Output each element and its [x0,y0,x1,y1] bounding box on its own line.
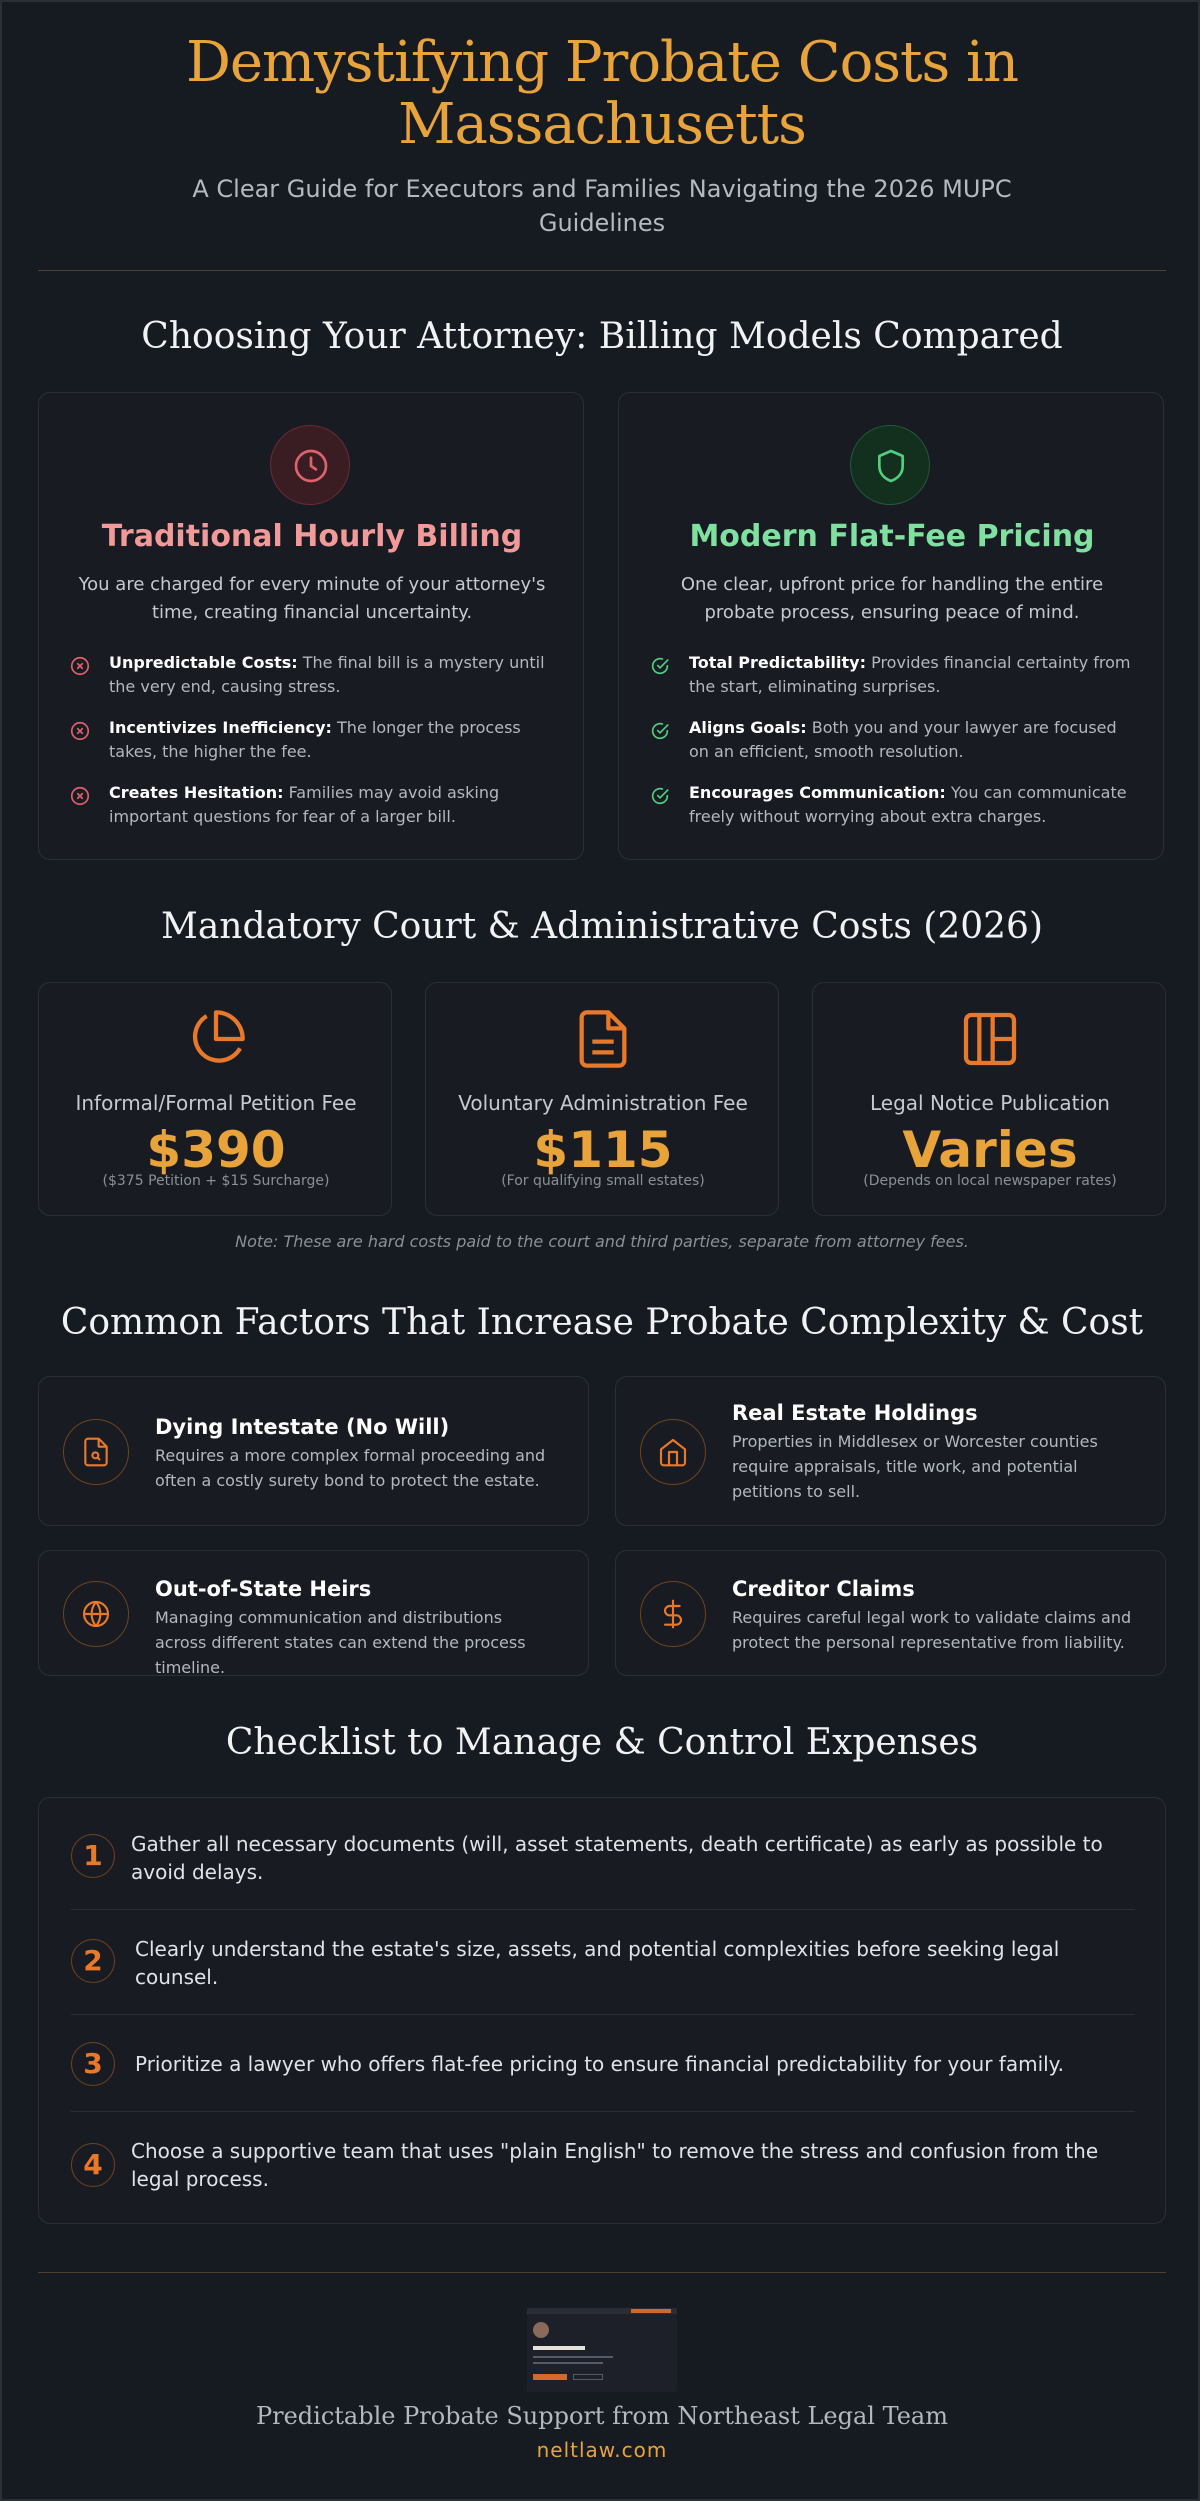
point-label: Encourages Communication: [689,783,946,802]
shield-icon [850,425,930,505]
factors-section-title: Common Factors That Increase Probate Complexity & Cost [60,1302,1144,1343]
point-label: Incentivizes Inefficiency: [109,718,332,737]
fee-amount: $115 [533,1121,673,1179]
point-text: The final bill is a mystery until the very end, causing stress. [109,653,545,696]
step-divider [71,1909,1135,1910]
checklist-step [71,1911,1135,2011]
checklist-card [38,1797,1166,2224]
document-icon [571,1007,635,1071]
hourly-title: Traditional Hourly Billing [101,519,523,554]
costs-note: Note: These are hard costs paid to the court and third parties, separate from attorney fees. [235,1232,969,1251]
factor-card-creditors [615,1550,1166,1676]
factor-card-heirs [38,1550,589,1676]
footer-divider [38,2272,1166,2273]
checklist-section-title: Checklist to Manage & Control Expenses [225,1722,979,1763]
point-text: Provides financial certainty from the start, eliminating surprises. [689,653,1131,696]
step-number: 1 [71,1834,115,1878]
factor-title: Real Estate Holdings [732,1401,978,1425]
factor-title: Dying Intestate (No Will) [155,1415,450,1439]
fee-amount: $390 [146,1121,286,1179]
point-label: Creates Hesitation: [109,783,284,802]
flat-fee-title: Modern Flat-Fee Pricing [689,519,1095,554]
hourly-billing-card [38,392,584,860]
petition-fee-card [38,982,392,1216]
step-text: Choose a supportive team that uses "plain English" to remove the stress and confusion from the legal process. [131,2139,1099,2191]
flat-fee-description: One clear, upfront price for handling the entire probate process, ensuring peace of mind. [680,574,1104,623]
fee-detail: ($375 Petition + $15 Surcharge) [102,1173,330,1189]
flat-fee-point [649,651,1135,699]
point-text: The longer the process takes, the higher the fee. [109,718,521,761]
header-divider [38,270,1166,271]
clock-icon [270,425,350,505]
hourly-point [69,716,555,764]
factor-card-real-estate [615,1376,1166,1526]
step-text: Gather all necessary documents (will, asset statements, death certificate) as early as possible to avoid delays. [131,1832,1103,1884]
point-label: Aligns Goals: [689,718,807,737]
factor-title: Out-of-State Heirs [155,1577,372,1601]
costs-section-title: Mandatory Court & Administrative Costs (2026) [160,906,1044,947]
billing-section-title: Choosing Your Attorney: Billing Models Compared [141,316,1063,357]
footer-website-link[interactable]: neltlaw.com [536,2438,668,2462]
globe-icon [63,1581,129,1647]
fee-label: Legal Notice Publication [870,1091,1110,1115]
point-label: Total Predictability: [689,653,866,672]
factor-text: Requires careful legal work to validate claims and protect the personal representative from liability. [732,1608,1132,1652]
point-label: Unpredictable Costs: [109,653,298,672]
dollar-icon [640,1581,706,1647]
factor-card-intestate [38,1376,589,1526]
fee-amount: Varies [902,1121,1078,1179]
step-number: 3 [71,2042,115,2086]
checklist-step [71,2016,1135,2116]
point-text: Both you and your lawyer are focused on an efficient, smooth resolution. [689,718,1117,761]
factor-title: Creditor Claims [732,1577,915,1601]
hourly-point [69,651,555,699]
checklist-step [71,1806,1135,1906]
file-search-icon [63,1419,129,1485]
step-number: 4 [71,2143,115,2187]
page-title [38,32,1166,156]
step-text: Prioritize a lawyer who offers flat-fee pricing to ensure financial predictability for your family. [135,2052,1065,2076]
title-line-1: Demystifying Probate Costs in [185,30,1019,95]
step-divider [71,2014,1135,2015]
x-circle-icon [69,655,91,677]
factor-text: Properties in Middlesex or Worcester counties require appraisals, title work, and potential petitions to sell. [732,1432,1098,1501]
factor-text: Managing communication and distributions across different states can extend the process timeline. [155,1608,526,1677]
hourly-points [69,651,555,846]
point-text: Families may avoid asking important questions for fear of a larger bill. [109,783,500,826]
step-text: Clearly understand the estate's size, assets, and potential complexities before seeking legal counsel. [135,1937,1060,1989]
flat-fee-card [618,392,1164,860]
factor-text: Requires a more complex formal proceeding and often a costly surety bond to protect the estate. [155,1446,546,1490]
house-icon [640,1419,706,1485]
page-subtitle: A Clear Guide for Executors and Families Navigating the 2026 MUPC Guidelines [192,175,1012,237]
x-circle-icon [69,785,91,807]
flat-fee-point [649,716,1135,764]
voluntary-admin-fee-card [425,982,779,1216]
legal-notice-card [812,982,1166,1216]
check-circle-icon [649,720,671,742]
newspaper-icon [958,1007,1022,1071]
check-circle-icon [649,785,671,807]
title-line-2: Massachusetts [398,92,806,157]
flat-fee-point [649,781,1135,829]
step-divider [71,2111,1135,2112]
fee-detail: (For qualifying small estates) [501,1173,705,1189]
fee-label: Voluntary Administration Fee [458,1091,748,1115]
checklist-step [71,2113,1135,2213]
pie-chart-icon [184,1007,248,1071]
point-text: You can communicate freely without worrying about extra charges. [689,783,1127,826]
flat-fee-points [649,651,1135,846]
website-screenshot-thumbnail [527,2308,677,2392]
hourly-description: You are charged for every minute of your attorney's time, creating financial uncertainty. [78,574,546,623]
hourly-point [69,781,555,829]
fee-detail: (Depends on local newspaper rates) [863,1173,1117,1189]
step-number: 2 [71,1939,115,1983]
check-circle-icon [649,655,671,677]
x-circle-icon [69,720,91,742]
fee-label: Informal/Formal Petition Fee [75,1091,357,1115]
footer-tagline: Predictable Probate Support from Northeast Legal Team [255,2402,948,2430]
